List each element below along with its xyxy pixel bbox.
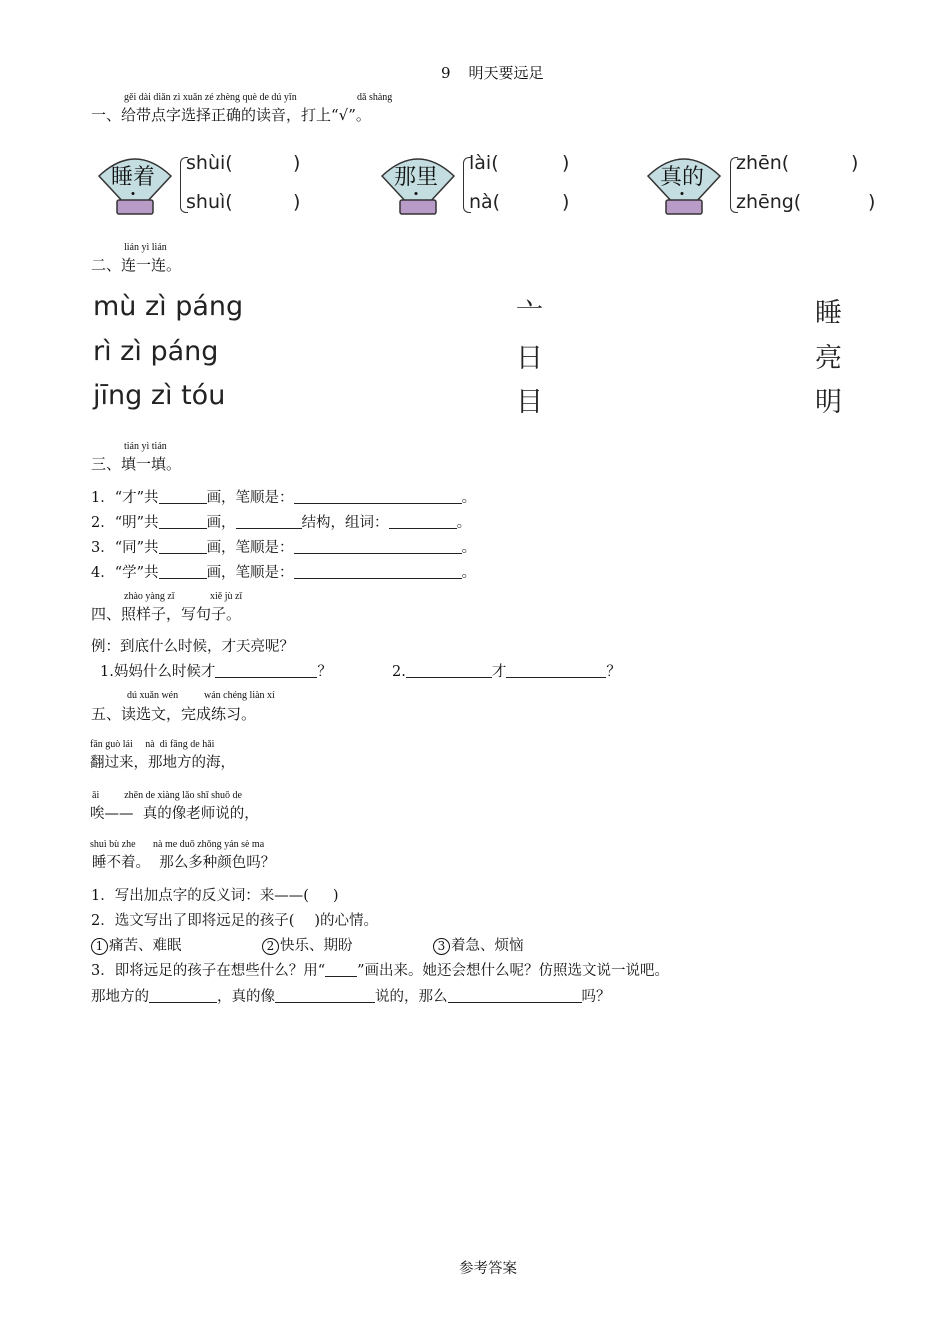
poem-line-1: 翻过来，那地方的海， — [90, 755, 235, 771]
s5-q2: 2．选文写出了即将远足的孩子( )的心情。 — [91, 913, 379, 929]
s4-heading: 四、照样子，写句子。 — [91, 605, 242, 623]
poem-line-2: 唉—— 真的像老师说的， — [90, 806, 259, 822]
opt-2a-close: ) — [562, 152, 570, 174]
match-mid-2: 日 — [516, 343, 543, 374]
s5-q1: 1．写出加点字的反义词：来——( ) — [91, 888, 339, 904]
s5-option-1: 1 痛苦、难眠 — [91, 934, 182, 955]
s3-q4: 4．“学”共 画，笔顺是： 。 — [91, 565, 477, 581]
fan-word-3: 真的 — [660, 160, 704, 191]
poem-pinyin-2: āi zhēn de xiàng lǎo shī shuō de — [92, 790, 242, 801]
s5-option-2: 2 快乐、期盼 — [262, 934, 353, 955]
page-title: 9 明天要远足 — [441, 64, 544, 82]
s3-q1: 1．“才”共 画，笔顺是： 。 — [91, 490, 477, 506]
match-right-2: 亮 — [815, 343, 842, 374]
poem-pinyin-1: fān guò lái nà dì fāng de hǎi — [90, 739, 215, 750]
match-mid-3: 目 — [516, 387, 543, 418]
s4-example: 例：到底什么时候，才天亮呢？ — [91, 639, 294, 655]
s4-q2: 2. 才 ？ — [392, 664, 621, 680]
s4-pinyin-a: zhào yàng zǐ — [124, 591, 175, 602]
opt-1b: shuì( — [186, 191, 233, 213]
opt-2a: lài( — [469, 152, 499, 174]
opt-3b: zhēng( — [736, 191, 802, 213]
fan-word-1: 睡着 — [111, 160, 155, 191]
opt-2b-close: ) — [562, 191, 570, 213]
s3-heading: 三、填一填。 — [91, 455, 182, 473]
opt-3a-close: ) — [851, 152, 859, 174]
match-mid-1: 亠 — [516, 298, 543, 329]
match-left-1: mù zì páng — [93, 291, 244, 322]
s3-pinyin: tián yì tián — [124, 441, 167, 452]
match-left-2: rì zì páng — [93, 336, 219, 367]
s1-heading: 一、给带点字选择正确的读音，打上“√”。 — [91, 106, 371, 124]
opt-1a: shùi( — [186, 152, 233, 174]
s5-pinyin-b: wán chéng liàn xí — [204, 690, 275, 701]
footer-answer-key: 参考答案 — [459, 1261, 517, 1277]
s1-pinyin-b: dǎ shàng — [357, 92, 393, 103]
match-right-3: 明 — [815, 387, 842, 418]
poem-pinyin-3: shuì bù zhe nà me duō zhǒng yán sè ma — [90, 839, 265, 850]
s5-q3: 3．即将远足的孩子在想些什么？用“ ”画出来。她还会想什么呢？仿照选文说一说吧。 — [91, 963, 670, 979]
match-right-1: 睡 — [815, 298, 842, 329]
s2-pinyin: lián yì lián — [124, 242, 167, 253]
s5-q3-line: 那地方的 ，真的像 说的，那么 吗？ — [91, 989, 611, 1005]
s2-heading: 二、连一连。 — [91, 256, 182, 274]
opt-1a-close: ) — [293, 152, 301, 174]
s1-pinyin: gěi dài diǎn zì xuǎn zé zhèng què de dú yīn — [124, 92, 297, 103]
opt-3b-close: ) — [868, 191, 876, 213]
s3-q2: 2．“明”共 画， 结构，组词： 。 — [91, 515, 472, 531]
match-left-3: jīng zì tóu — [93, 380, 226, 411]
fan-word-2: 那里 — [394, 160, 438, 191]
s5-heading: 五、读选文，完成练习。 — [91, 705, 257, 723]
opt-3a: zhēn( — [736, 152, 790, 174]
s4-pinyin-b: xiě jù zǐ — [210, 591, 243, 602]
poem-line-3: 睡不着。 那么多种颜色吗？ — [92, 855, 276, 871]
opt-2b: nà( — [469, 191, 501, 213]
s3-q3: 3．“同”共 画，笔顺是： 。 — [91, 540, 477, 556]
s5-pinyin-a: dú xuǎn wén — [127, 690, 179, 701]
opt-1b-close: ) — [293, 191, 301, 213]
s5-option-3: 3 着急、烦恼 — [433, 934, 524, 955]
s4-q1: 1.妈妈什么时候才 ？ — [100, 664, 332, 680]
